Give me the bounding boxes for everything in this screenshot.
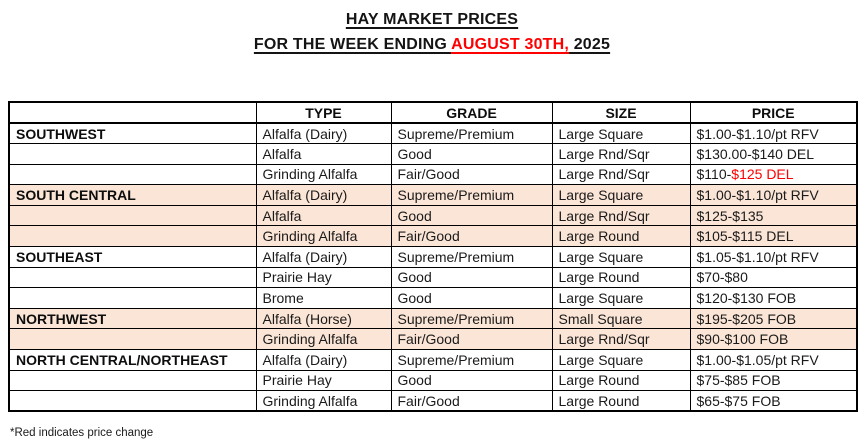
price-segment: $90-$100 FOB	[696, 331, 789, 348]
grade-cell: Good	[391, 370, 552, 391]
page-title-text: HAY MARKET PRICES	[345, 11, 519, 28]
size-cell: Large Round	[552, 226, 690, 247]
size-cell: Large Round	[552, 391, 690, 412]
subtitle-date-highlight: AUGUST 30TH,	[451, 36, 570, 53]
price-cell	[690, 288, 857, 309]
size-cell: Large Square	[552, 288, 690, 309]
price-cell	[690, 308, 857, 329]
price-cell	[690, 350, 857, 371]
region-cell	[9, 205, 256, 226]
region-cell	[9, 391, 256, 412]
grade-cell: Fair/Good	[391, 164, 552, 185]
region-cell: SOUTH CENTRAL	[9, 185, 256, 206]
region-cell: SOUTHWEST	[9, 123, 256, 144]
price-segment: $1.05-$1.10/pt RFV	[696, 248, 819, 265]
type-cell: Grinding Alfalfa	[256, 391, 391, 412]
table-row	[9, 370, 857, 391]
table-body	[9, 123, 857, 411]
header-row	[9, 102, 857, 123]
price-segment: $70-$80	[696, 269, 748, 286]
type-cell: Alfalfa (Horse)	[256, 308, 391, 329]
table-row	[9, 267, 857, 288]
table-row	[9, 144, 857, 165]
price-segment: $130.00-$140 DEL	[696, 145, 815, 162]
grade-cell: Good	[391, 267, 552, 288]
price-segment: $1.00-$1.10/pt RFV	[696, 125, 819, 142]
price-cell	[690, 205, 857, 226]
column-header-region	[9, 102, 256, 123]
table-row	[9, 391, 857, 412]
price-cell	[690, 247, 857, 268]
size-cell: Large Square	[552, 350, 690, 371]
region-cell	[9, 226, 256, 247]
region-cell	[9, 144, 256, 165]
region-cell: NORTHWEST	[9, 308, 256, 329]
type-cell: Alfalfa (Dairy)	[256, 185, 391, 206]
document-header	[0, 0, 864, 57]
size-cell: Large Rnd/Sqr	[552, 164, 690, 185]
grade-cell: Supreme/Premium	[391, 308, 552, 329]
size-cell: Large Round	[552, 267, 690, 288]
price-segment: $75-$85 FOB	[696, 372, 781, 389]
table-row	[9, 226, 857, 247]
price-segment: $105-$115 DEL	[696, 228, 794, 245]
grade-cell: Supreme/Premium	[391, 185, 552, 206]
type-cell: Prairie Hay	[256, 370, 391, 391]
region-cell: SOUTHEAST	[9, 247, 256, 268]
hay-price-table	[8, 101, 858, 412]
price-cell	[690, 164, 857, 185]
price-segment: $110-	[696, 166, 732, 183]
subtitle-year: 2025	[569, 36, 611, 53]
grade-cell: Supreme/Premium	[391, 123, 552, 144]
size-cell: Large Square	[552, 185, 690, 206]
size-cell: Large Rnd/Sqr	[552, 144, 690, 165]
grade-cell: Fair/Good	[391, 329, 552, 350]
price-cell	[690, 391, 857, 412]
region-cell	[9, 267, 256, 288]
footnote: *Red indicates price change	[10, 427, 154, 439]
price-cell	[690, 370, 857, 391]
price-segment: $1.00-$1.05/pt RFV	[696, 351, 819, 368]
price-segment: $195-$205 FOB	[696, 310, 797, 327]
page-title	[0, 7, 864, 32]
grade-cell: Good	[391, 288, 552, 309]
type-cell: Alfalfa	[256, 205, 391, 226]
region-cell: NORTH CENTRAL/NORTHEAST	[9, 350, 256, 371]
price-cell	[690, 123, 857, 144]
type-cell: Alfalfa (Dairy)	[256, 123, 391, 144]
grade-cell: Supreme/Premium	[391, 247, 552, 268]
price-cell	[690, 185, 857, 206]
price-segment: $125-$135	[696, 207, 764, 224]
grade-cell: Good	[391, 144, 552, 165]
size-cell: Large Square	[552, 123, 690, 144]
table-row	[9, 164, 857, 185]
price-cell	[690, 144, 857, 165]
page-subtitle	[0, 32, 864, 57]
size-cell: Large Rnd/Sqr	[552, 205, 690, 226]
region-cell	[9, 329, 256, 350]
grade-cell: Fair/Good	[391, 226, 552, 247]
table-row	[9, 288, 857, 309]
size-cell: Large Round	[552, 370, 690, 391]
price-segment: $1.00-$1.10/pt RFV	[696, 187, 819, 204]
type-cell: Alfalfa (Dairy)	[256, 350, 391, 371]
grade-cell: Fair/Good	[391, 391, 552, 412]
region-cell	[9, 164, 256, 185]
table-row	[9, 123, 857, 144]
price-cell	[690, 226, 857, 247]
type-cell: Grinding Alfalfa	[256, 164, 391, 185]
grade-cell: Supreme/Premium	[391, 350, 552, 371]
price-segment: $65-$75 FOB	[696, 392, 781, 409]
price-cell	[690, 329, 857, 350]
region-cell	[9, 370, 256, 391]
type-cell: Brome	[256, 288, 391, 309]
type-cell: Alfalfa (Dairy)	[256, 247, 391, 268]
price-segment: $120-$130 FOB	[696, 290, 797, 307]
subtitle-prefix: FOR THE WEEK ENDING	[253, 36, 452, 53]
size-cell: Large Rnd/Sqr	[552, 329, 690, 350]
table-row	[9, 308, 857, 329]
table-row	[9, 205, 857, 226]
region-cell	[9, 288, 256, 309]
column-header-size: SIZE	[552, 102, 690, 123]
table-header-row	[9, 102, 857, 123]
column-header-type: TYPE	[256, 102, 391, 123]
type-cell: Grinding Alfalfa	[256, 226, 391, 247]
table-row	[9, 247, 857, 268]
table-row	[9, 350, 857, 371]
type-cell: Grinding Alfalfa	[256, 329, 391, 350]
column-header-price: PRICE	[690, 102, 857, 123]
type-cell: Prairie Hay	[256, 267, 391, 288]
column-header-grade: GRADE	[391, 102, 552, 123]
price-changed-segment: $125 DEL	[731, 166, 794, 183]
grade-cell: Good	[391, 205, 552, 226]
price-cell	[690, 267, 857, 288]
size-cell: Large Square	[552, 247, 690, 268]
type-cell: Alfalfa	[256, 144, 391, 165]
size-cell: Small Square	[552, 308, 690, 329]
table-row	[9, 329, 857, 350]
table-row	[9, 185, 857, 206]
